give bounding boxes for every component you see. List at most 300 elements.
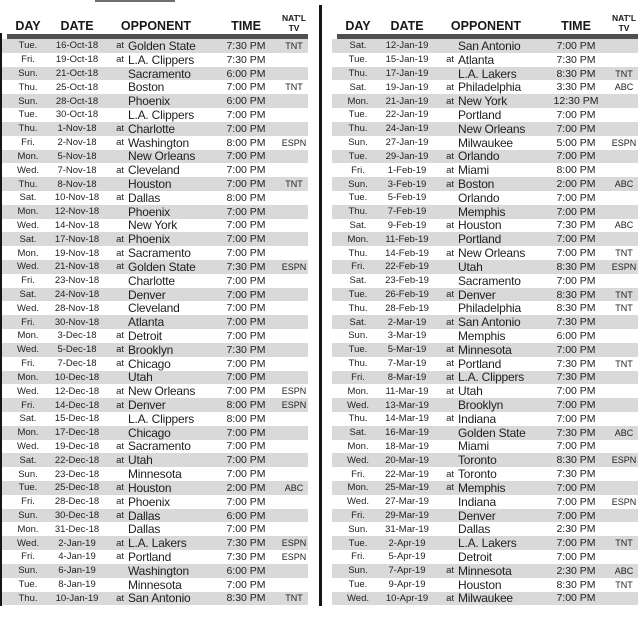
cell-date: 3-Dec-18 [57,330,97,342]
schedule-row [2,384,308,398]
cell-at-prefix: at [116,496,124,508]
header-day: DAY [345,19,371,33]
cell-opponent: Minnesota [458,563,512,578]
cell-day: Mon. [347,95,369,107]
cell-time: 7:00 PM [226,274,266,287]
cell-opponent: Indiana [458,411,496,426]
schedule-row [2,260,308,274]
cell-time: 7:00 PM [226,219,266,232]
cell-day: Sat. [19,454,37,466]
cell-opponent: Minnesota [128,467,182,482]
cell-natl-tv: TNT [615,579,633,590]
cell-opponent: L.A. Lakers [128,536,187,551]
schedule-row [332,53,638,67]
cell-day: Mon. [347,233,369,245]
cell-natl-tv: TNT [615,68,633,79]
cell-day: Fri. [351,164,365,176]
cell-date: 10-Apr-19 [385,592,429,604]
schedule-row [2,509,308,523]
cell-natl-tv: ESPN [281,386,307,397]
cell-day: Tue. [18,579,38,591]
cell-day: Tue. [348,54,368,66]
cell-natl-tv: ESPN [281,137,307,148]
cell-at-prefix: at [446,358,454,370]
cell-date: 12-Dec-18 [54,385,100,397]
cell-natl-tv: TNT [615,303,633,314]
cell-day: Wed. [16,261,39,273]
cell-opponent: L.A. Clippers [128,52,195,67]
cell-day: Sun. [348,523,368,535]
schedule-row [332,412,638,426]
cell-at-prefix: at [446,178,454,190]
cell-date: 15-Jan-19 [385,54,429,66]
schedule-row [2,53,308,67]
cell-time: 7:00 PM [226,302,266,315]
schedule-row [2,412,308,426]
cell-date: 12-Jan-19 [385,40,429,52]
cell-date: 7-Feb-19 [387,206,427,218]
table-header [332,10,638,34]
cell-time: 7:00 PM [226,329,266,342]
schedule-row [2,357,308,371]
cell-time: 6:00 PM [226,509,266,522]
cell-day: Fri. [351,261,365,273]
schedule-row [332,426,638,440]
cell-opponent: Phoenix [128,204,170,219]
cell-time: 8:30 PM [556,302,596,315]
cell-opponent: Orlando [458,190,500,205]
cell-day: Mon. [17,330,39,342]
cell-time: 7:00 PM [556,122,596,135]
schedule-row [332,564,638,578]
cell-time: 7:30 PM [226,343,266,356]
header-time: TIME [231,19,261,33]
schedule-row [2,522,308,536]
cell-day: Thu. [348,206,368,218]
cell-day: Sun. [348,178,368,190]
cell-time: 7:30 PM [226,53,266,66]
cell-time: 7:00 PM [556,343,596,356]
cell-opponent: New Orleans [128,384,196,399]
cell-day: Sat. [349,219,367,231]
schedule-row [2,315,308,329]
cell-time: 7:30 PM [226,260,266,273]
cell-time: 7:00 PM [226,426,266,439]
cell-at-prefix: at [446,344,454,356]
cell-date: 7-Dec-18 [57,358,97,370]
cell-at-prefix: at [116,482,124,494]
cell-opponent: San Antonio [128,591,191,606]
cell-opponent: Charlotte [128,121,175,136]
cell-day: Tue. [18,109,38,121]
header-date: DATE [390,19,424,33]
schedule-row [332,301,638,315]
cell-day: Thu. [348,68,368,80]
cell-day: Thu. [348,123,368,135]
cell-opponent: L.A. Clippers [128,411,195,426]
cell-day: Thu. [348,413,368,425]
cell-date: 23-Dec-18 [54,468,100,480]
cell-time: 7:00 PM [226,205,266,218]
cell-day: Mon. [17,371,39,383]
rows-container [2,39,308,605]
schedule-row [332,67,638,81]
cell-date: 11-Mar-19 [385,385,429,397]
cell-date: 11-Feb-19 [385,233,429,245]
cell-opponent: Orlando [458,149,500,164]
header-opponent: OPPONENT [450,19,522,33]
cell-date: 25-Dec-18 [54,482,100,494]
cell-opponent: Milwaukee [458,591,513,606]
cell-opponent: New Orleans [458,121,526,136]
cell-date: 31-Dec-18 [54,523,100,535]
schedule-row [2,467,308,481]
cell-day: Wed. [16,385,39,397]
cell-day: Mon. [347,385,369,397]
cell-opponent: Dallas [458,522,491,537]
cell-opponent: Philadelphia [458,80,521,95]
schedule-row [2,343,308,357]
cell-date: 5-Mar-19 [387,344,427,356]
header-time: TIME [561,19,591,33]
cell-opponent: Utah [458,259,483,274]
cell-date: 9-Apr-19 [388,579,426,591]
cell-time: 7:30 PM [226,550,266,563]
cell-time: 7:30 PM [556,371,596,384]
cell-natl-tv: ABC [614,427,634,438]
schedule-row [332,246,638,260]
cell-day: Fri. [21,358,35,370]
cell-time: 7:00 PM [226,357,266,370]
schedule-row [332,371,638,385]
schedule-row [2,578,308,592]
cell-day: Fri. [21,496,35,508]
cell-opponent: Memphis [458,328,506,343]
cell-opponent: Detroit [458,549,492,564]
cell-at-prefix: at [446,95,454,107]
cell-date: 26-Feb-19 [385,289,429,301]
cell-opponent: Toronto [458,453,497,468]
cell-day: Fri. [21,316,35,328]
cell-time: 7:00 PM [226,495,266,508]
cell-date: 17-Nov-18 [54,233,100,245]
cell-time: 7:00 PM [556,274,596,287]
cell-day: Wed. [346,592,369,604]
cell-opponent: New Orleans [458,246,526,261]
cell-date: 9-Feb-19 [387,219,427,231]
cell-day: Wed. [346,496,369,508]
cell-date: 4-Jan-19 [58,551,96,563]
header-date: DATE [60,19,94,33]
cell-at-prefix: at [446,316,454,328]
cell-time: 2:30 PM [556,564,596,577]
cell-at-prefix: at [446,247,454,259]
cell-day: Sun. [18,468,38,480]
cell-day: Mon. [17,427,39,439]
cell-day: Thu. [18,178,38,190]
cell-opponent: Sacramento [458,273,521,288]
cell-opponent: Golden State [458,425,526,440]
cell-date: 2-Nov-18 [57,137,97,149]
schedule-row [2,94,308,108]
cell-date: 29-Mar-19 [385,510,429,522]
schedule-row [2,136,308,150]
cell-time: 7:00 PM [556,385,596,398]
cell-time: 7:30 PM [556,53,596,66]
cell-opponent: San Antonio [458,38,521,53]
schedule-row [332,288,638,302]
cell-at-prefix: at [446,54,454,66]
schedule-row [332,177,638,191]
cell-day: Tue. [348,150,368,162]
cell-time: 7:00 PM [556,509,596,522]
schedule-row [2,453,308,467]
schedule-row [2,191,308,205]
cell-day: Sat. [349,427,367,439]
schedule-row [332,384,638,398]
cell-day: Thu. [18,123,38,135]
cell-date: 21-Nov-18 [54,261,100,273]
cell-day: Thu. [348,302,368,314]
cell-opponent: Houston [128,177,172,192]
cell-at-prefix: at [116,344,124,356]
schedule-row [2,219,308,233]
cell-time: 12:30 PM [553,95,599,108]
cell-date: 15-Dec-18 [54,413,100,425]
cell-day: Thu. [348,247,368,259]
cell-opponent: Portland [128,549,172,564]
cell-day: Fri. [351,371,365,383]
cell-natl-tv: ABC [284,482,304,493]
cell-time: 7:30 PM [556,219,596,232]
cell-date: 7-Apr-19 [388,565,426,577]
header-opponent: OPPONENT [120,19,192,33]
cell-time: 8:30 PM [556,288,596,301]
cell-opponent: Minnesota [458,342,512,357]
cell-opponent: Washington [128,135,189,150]
cell-opponent: Denver [458,287,496,302]
cell-date: 13-Mar-19 [385,399,429,411]
schedule-row [332,467,638,481]
cell-time: 7:00 PM [226,288,266,301]
schedule-row [2,274,308,288]
cell-natl-tv: ESPN [611,496,637,507]
cell-time: 7:00 PM [556,39,596,52]
cell-date: 27-Mar-19 [385,496,429,508]
cell-day: Tue. [18,40,38,52]
cell-opponent: Boston [128,80,165,95]
cell-day: Mon. [347,482,369,494]
cell-opponent: Minnesota [128,577,182,592]
cell-date: 22-Feb-19 [385,261,429,273]
cell-day: Fri. [21,399,35,411]
cell-time: 7:00 PM [556,233,596,246]
schedule-row [332,440,638,454]
cell-time: 7:00 PM [226,108,266,121]
schedule-row [2,108,308,122]
cell-opponent: Miami [458,163,489,178]
cell-at-prefix: at [446,482,454,494]
cell-day: Wed. [16,164,39,176]
cell-day: Sun. [348,565,368,577]
cell-time: 7:00 PM [226,385,266,398]
cell-day: Tue. [18,482,38,494]
cell-time: 8:00 PM [226,136,266,149]
cell-at-prefix: at [116,40,124,52]
cell-date: 28-Dec-18 [54,496,100,508]
schedule-row [2,440,308,454]
schedule-row [332,260,638,274]
cell-at-prefix: at [116,137,124,149]
cell-opponent: Sacramento [128,439,191,454]
cell-date: 23-Feb-19 [385,275,429,287]
cell-opponent: Boston [458,177,495,192]
cell-date: 22-Jan-19 [385,109,429,121]
cell-time: 7:00 PM [556,108,596,121]
cell-time: 7:00 PM [556,412,596,425]
cell-natl-tv: TNT [615,358,633,369]
cell-at-prefix: at [116,385,124,397]
schedule-row [332,136,638,150]
cell-date: 30-Oct-18 [55,109,99,121]
cell-natl-tv: ABC [614,179,634,190]
header-natl-tv-line2: TV [288,22,300,33]
cell-day: Wed. [346,454,369,466]
cell-time: 7:00 PM [226,440,266,453]
cell-date: 1-Feb-19 [387,164,427,176]
cell-time: 6:00 PM [226,67,266,80]
cell-day: Sat. [349,316,367,328]
schedule-row [332,274,638,288]
cell-date: 6-Jan-19 [58,565,96,577]
cell-opponent: Milwaukee [458,135,513,150]
schedule-row [332,94,638,108]
cell-date: 5-Nov-18 [57,150,97,162]
cell-day: Tue. [348,537,368,549]
cell-natl-tv: ABC [614,220,634,231]
cell-time: 7:00 PM [226,371,266,384]
schedule-row [332,232,638,246]
cell-day: Wed. [16,219,39,231]
cell-day: Mon. [17,150,39,162]
cell-time: 8:00 PM [556,164,596,177]
cell-opponent: Brooklyn [458,398,504,413]
cell-time: 7:00 PM [226,164,266,177]
schedule-row [332,536,638,550]
cell-day: Sun. [348,330,368,342]
schedule-row [2,67,308,81]
cell-at-prefix: at [116,247,124,259]
cell-date: 14-Feb-19 [385,247,429,259]
schedule-row [2,495,308,509]
cell-at-prefix: at [446,219,454,231]
cell-date: 2-Apr-19 [388,537,426,549]
cell-day: Tue. [348,344,368,356]
cell-date: 8-Mar-19 [387,371,427,383]
cell-time: 8:30 PM [226,592,266,605]
cell-opponent: New York [458,94,508,109]
cell-day: Mon. [17,523,39,535]
cell-time: 6:00 PM [226,95,266,108]
rows-container [332,39,638,605]
cell-date: 5-Dec-18 [57,344,97,356]
schedule-row [332,191,638,205]
cell-date: 14-Mar-19 [385,413,429,425]
cell-time: 3:30 PM [556,81,596,94]
cell-date: 24-Jan-19 [385,123,429,135]
cell-date: 19-Jan-19 [385,81,429,93]
cell-time: 7:00 PM [226,233,266,246]
cell-date: 24-Nov-18 [54,289,100,301]
cell-time: 7:00 PM [226,454,266,467]
schedule-row [332,495,638,509]
cell-opponent: Chicago [128,356,171,371]
cell-time: 7:00 PM [556,481,596,494]
cell-at-prefix: at [446,468,454,480]
cell-opponent: Denver [458,508,496,523]
cell-at-prefix: at [116,192,124,204]
cell-natl-tv: ESPN [281,400,307,411]
cell-at-prefix: at [446,150,454,162]
cell-time: 6:00 PM [556,329,596,342]
schedule-row [332,205,638,219]
schedule-row [332,150,638,164]
cell-at-prefix: at [446,164,454,176]
cell-time: 7:00 PM [226,122,266,135]
cell-natl-tv: TNT [615,248,633,259]
cell-opponent: Phoenix [128,232,170,247]
cell-at-prefix: at [116,399,124,411]
cell-time: 7:30 PM [226,39,266,52]
cell-time: 5:00 PM [556,136,596,149]
cell-at-prefix: at [116,233,124,245]
schedule-row [332,398,638,412]
cell-date: 7-Nov-18 [57,164,97,176]
cell-opponent: Portland [458,107,502,122]
cell-date: 31-Mar-19 [385,523,429,535]
header-natl-tv [610,14,638,34]
cell-date: 21-Oct-18 [55,68,99,80]
cell-time: 7:00 PM [226,81,266,94]
cell-time: 8:30 PM [556,578,596,591]
cell-day: Tue. [348,579,368,591]
cell-day: Sun. [348,137,368,149]
cell-at-prefix: at [446,413,454,425]
cell-day: Sun. [18,95,38,107]
schedule-row [2,592,308,606]
cell-date: 22-Dec-18 [54,454,100,466]
cell-day: Sun. [18,68,38,80]
schedule-row [332,163,638,177]
cell-date: 14-Nov-18 [54,219,100,231]
cell-day: Thu. [348,358,368,370]
cell-date: 20-Mar-19 [385,454,429,466]
cell-time: 7:00 PM [226,247,266,260]
cell-opponent: Atlanta [128,315,164,330]
schedule-row [2,80,308,94]
cell-date: 3-Mar-19 [387,330,427,342]
cell-at-prefix: at [116,330,124,342]
cell-at-prefix: at [116,358,124,370]
cell-opponent: Washington [128,563,189,578]
schedule-row [332,122,638,136]
cell-opponent: Detroit [128,328,162,343]
schedule-row [2,246,308,260]
cell-time: 7:00 PM [556,440,596,453]
cell-day: Sat. [19,233,37,245]
cell-natl-tv: ESPN [611,455,637,466]
cell-date: 19-Nov-18 [54,247,100,259]
